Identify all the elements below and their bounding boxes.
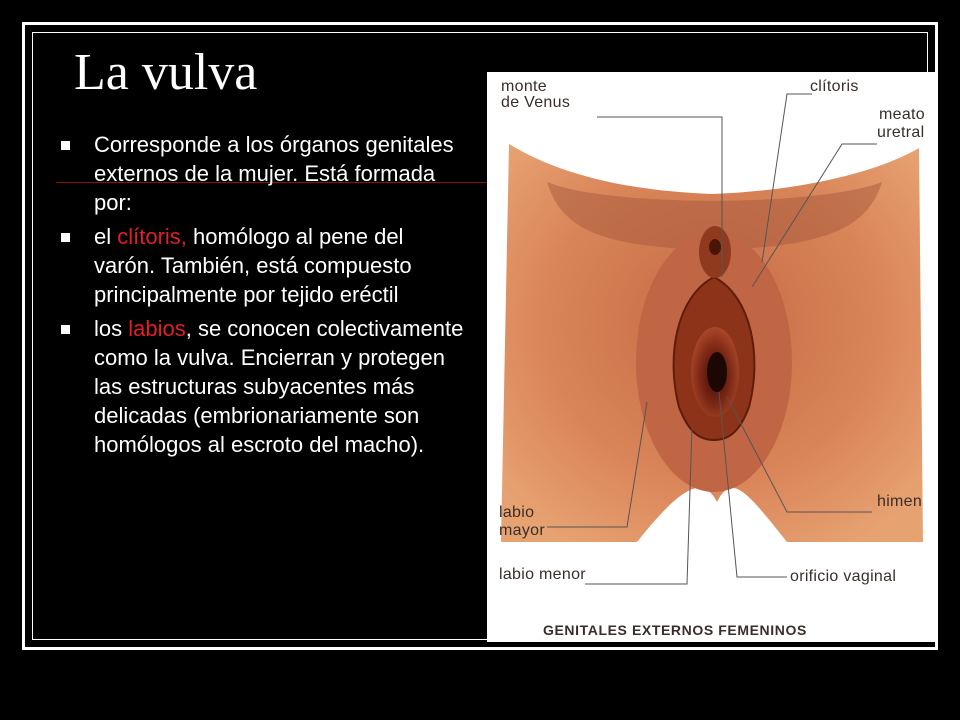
bullet-text: , se conocen colectivamente como la vulva. Encierran y protegen las estructuras subyacentes más delicadas (embrionariamente son homólogos al escroto del macho). — [94, 316, 464, 457]
label-meato-line1: meato — [879, 106, 925, 123]
bullet-item — [58, 314, 468, 459]
bullet-marker-icon — [61, 325, 70, 334]
anatomy-figure — [487, 72, 938, 642]
slide-title: La vulva — [74, 44, 258, 101]
anatomy-illustration — [487, 72, 938, 642]
label-labio-mayor-line2: mayor — [499, 522, 545, 539]
bullet-text: los — [94, 316, 129, 341]
bullet-text: el — [94, 224, 118, 249]
label-labio-mayor-line1: labio — [499, 504, 535, 521]
label-himen: himen — [877, 493, 923, 510]
bullet-list — [58, 130, 468, 464]
bullet-marker-icon — [61, 233, 70, 242]
label-orificio-vaginal: orificio vaginal — [790, 568, 897, 585]
label-meato-line2: uretral — [877, 124, 925, 141]
label-labio-menor: labio menor — [499, 566, 586, 583]
bullet-marker-icon — [61, 141, 70, 150]
highlight-term-clitoris: clítoris, — [117, 224, 187, 249]
highlight-term-labios: labios — [128, 316, 186, 341]
label-monte-de-venus-line2: de Venus — [501, 94, 571, 111]
bullet-text: homólogo al pene del varón. También, está compuesto principalmente por tejido eréctil — [94, 224, 412, 307]
label-monte-de-venus-line1: monte — [501, 78, 547, 95]
bullet-item — [58, 130, 468, 217]
label-clitoris: clítoris — [810, 78, 859, 95]
bullet-text: Corresponde a los órganos genitales externos de la mujer. Está formada por: — [94, 132, 454, 215]
bullet-item — [58, 222, 468, 309]
figure-caption: GENITALES EXTERNOS FEMENINOS — [543, 622, 807, 638]
